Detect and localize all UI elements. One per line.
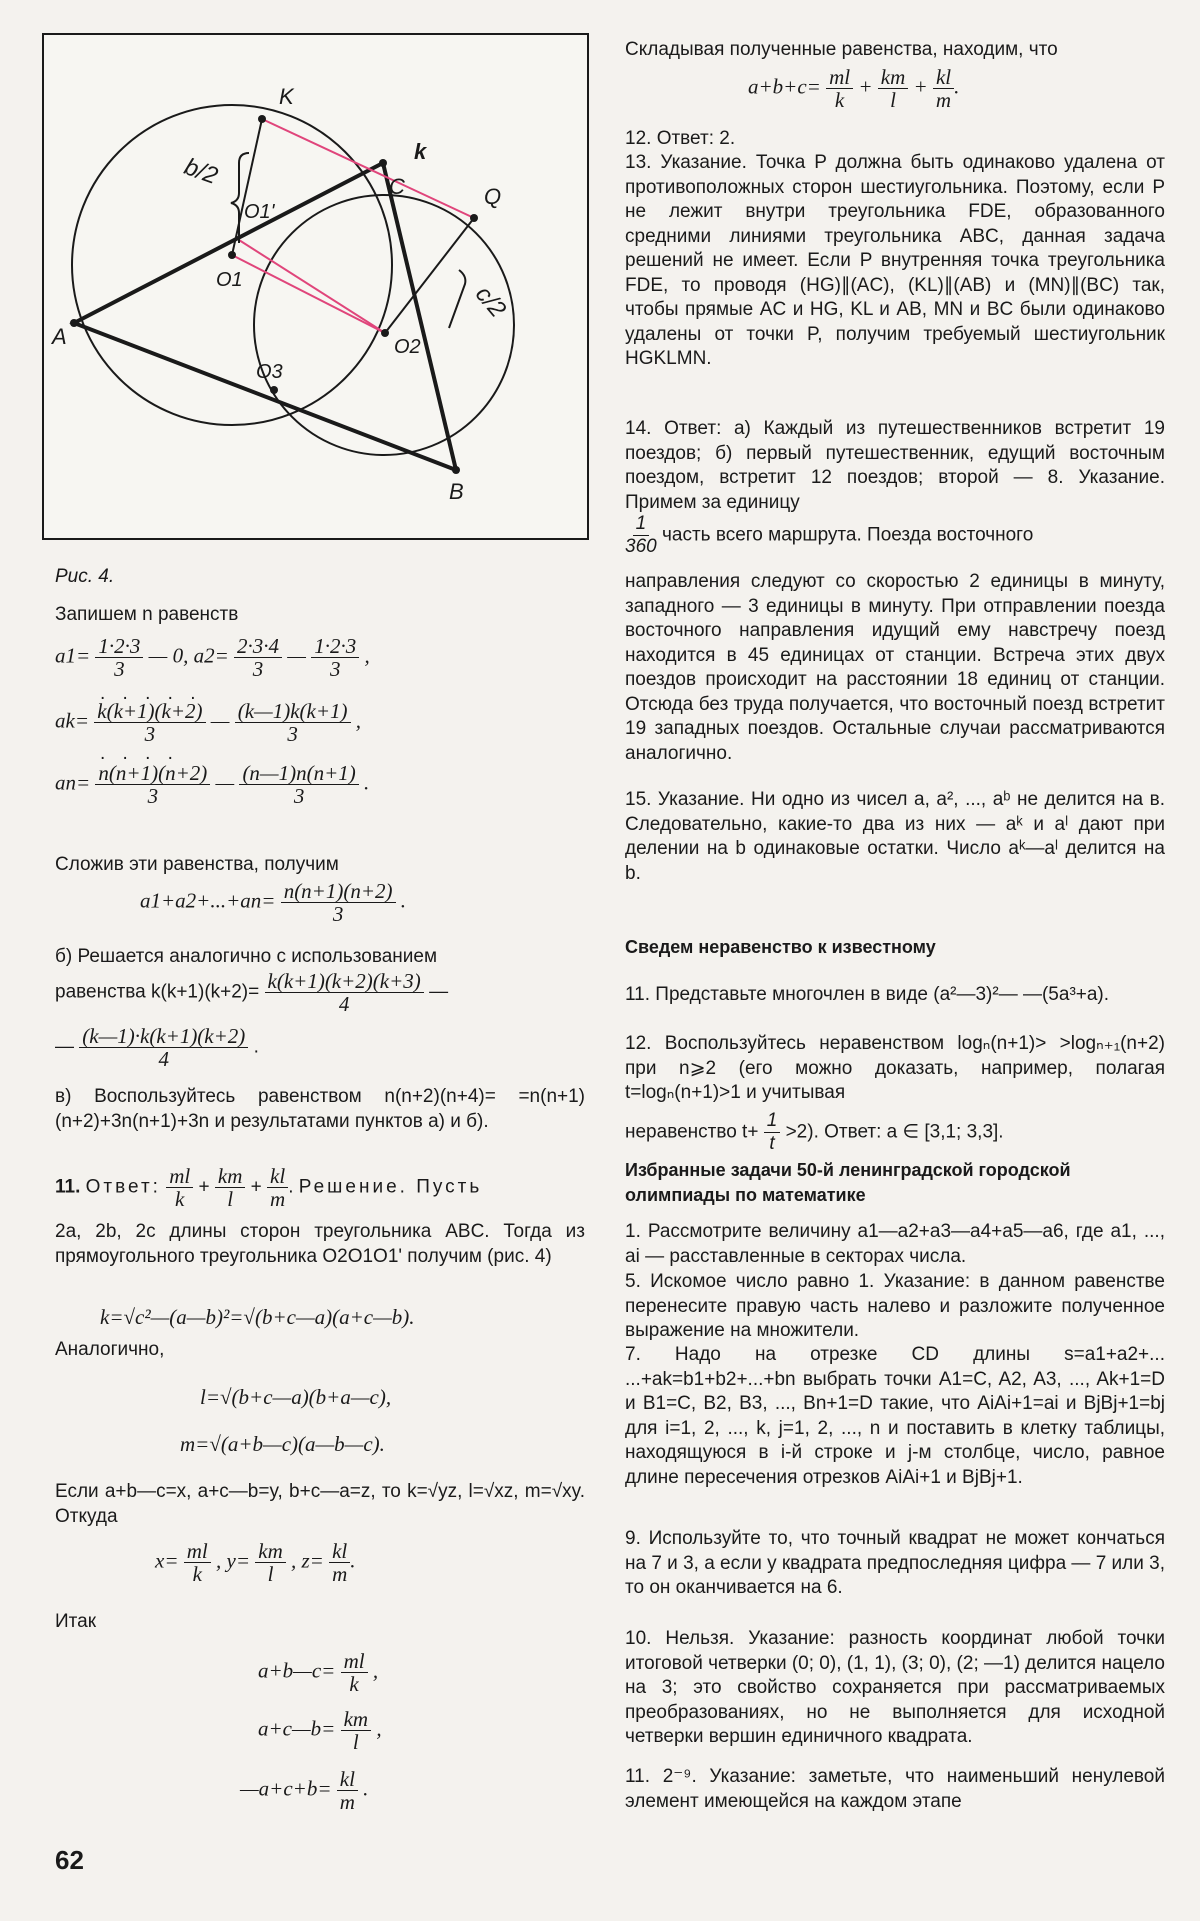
right-r10: 1. Рассмотрите величину a1—a2+a3—a4+a5—a6, где a1, ..., ai — расставленные в секторах числа. <box>625 1221 1165 1267</box>
left-p8: 2a, 2b, 2c длины сторон треугольника ABC. Тогда из прямоугольного треугольника O2O1O1' получим (рис. 4) <box>55 1221 585 1267</box>
left-p10: Если a+b—c=x, a+c—b=y, b+c—a=z, то k=√yz, l=√xz, m=√xy. Откуда <box>55 1481 585 1527</box>
eq-l: l=√(b+c—a)(b+a—c), <box>200 1385 392 1409</box>
label-k-side: k <box>414 139 427 164</box>
right-r3: 13. Указание. Точка P должна быть одинаково удалена от противоположных сторон шестиугольника. Поэтому, если P не лежит внутри треугольника FDE, образованного средними линиями треугольника ABC, данная задача решений не имеет. Если P внутренняя точка треугольника FDE, то проводя (HG)∥(AC), (KL)∥(AB) и (MN)∥(BC) так, чтобы прямые AC и HG, KL и AB, MN и BC были одинаково удалены от точки P, получим требуемый шестиугольник HGKLMN. <box>625 152 1165 369</box>
right-r2: 12. Ответ: 2. <box>625 128 736 149</box>
figure-caption: Рис. 4. <box>55 566 115 587</box>
label-b2: b/2 <box>180 153 222 190</box>
left-p3: б) Решается аналогично с использованием <box>55 946 438 967</box>
eq-sum: a1+a2+...+an= $\frac{n(n+1)(n+2)}{3}$ . <box>140 879 407 926</box>
right-r11: 5. Искомое число равно 1. Указание: в данном равенстве перенесите правую часть налево и разложите полученное выражение на множители. <box>625 1271 1165 1341</box>
label-a: A <box>52 324 67 349</box>
circle-o2 <box>254 195 514 455</box>
section-heading-2: Избранные задачи 50-й ленинградской городской олимпиады по математике <box>625 1160 1071 1205</box>
right-r12: 7. Надо на отрезке CD длины s=a1+a2+... ...+ak=b1+b2+...+bn выбрать точки A1=C, A2, A3, ..., Ak+1=D и B1=C, B2, B3, ..., Bn+1=D такие, что AiAi+1=ai и BjBj+1=bj для i=1, 2, ..., k, j=1, 2, ..., n и поставить в клетку таблицы, находящуюся в i-й строке и j-м столбце, число, равное длине пересечения отрезков AiAi+1 и BjBj+1. <box>625 1344 1165 1488</box>
left-p6: в) Воспользуйтесь равенством n(n+2)(n+4)= =n(n+1)(n+2)+3n(n+1)+3n и результатами пунктов а) и б). <box>55 1086 585 1132</box>
label-c: C <box>389 174 405 199</box>
tangent-kq <box>262 119 474 218</box>
label-k: K <box>279 84 294 109</box>
dots-1: . . . . . <box>100 683 202 704</box>
eq-a1: a1= $\frac{1\cdot 2\cdot 3}{3}$ — 0, a2= $\frac{2\cdot 3\cdot 4}{3}$ — $\frac{1\cdot 2\cdot 3}{3}$ , <box>55 634 370 681</box>
left-p4: равенства k(k+1)(k+2)= $\frac{k(k+1)(k+2)(k+3)}{4}$ — <box>55 969 449 1016</box>
eq-e1: a+b—c= $\frac{ml}{k}$ , <box>258 1649 379 1696</box>
eq-e2: a+c—b= $\frac{km}{l}$ , <box>258 1707 382 1754</box>
section-heading-1: Сведем неравенство к известному <box>625 937 936 957</box>
left-p1: Запишем n равенств <box>55 604 239 625</box>
eq-abc-sum: a+b+c= $\frac{ml}{k}$ + $\frac{km}{l}$ + $\frac{kl}{m}$ . <box>748 65 960 112</box>
right-r5: направления следуют со скоростью 2 единицы в минуту, западного — 3 единицы в минуту. При отправлении поезда восточного направления идущий ему навстречу поезд находится в 45 единицах от станции. Встреча этих двух поездов происходит на расстоянии 18 единиц от станции. Отсюда без труда получается, что восточный поезд встретит 19 западных поездов. Остальные случаи рассматриваются аналогично. <box>625 571 1165 764</box>
eq-an: an= $\frac{n(n+1)(n+2)}{3}$ — $\frac{(n—1)n(n+1)}{3}$ . <box>55 761 370 808</box>
eq-ak: ak= $\frac{k(k+1)(k+2)}{3}$ — $\frac{(k—1)k(k+1)}{3}$ , <box>55 699 361 746</box>
page-number: 62 <box>55 1845 84 1875</box>
label-o2: O2 <box>394 336 421 358</box>
label-o1: O1 <box>216 269 243 291</box>
right-r9: неравенство t+ $\frac{1}{t}$ >2). Ответ: a ∈ [3,1; 3,3]. <box>625 1110 1004 1154</box>
eq-e3: —a+c+b= $\frac{kl}{m}$ . <box>240 1767 369 1814</box>
right-r1: Складывая полученные равенства, находим, что <box>625 39 1058 60</box>
label-o3: O3 <box>256 361 283 383</box>
right-r8: 12. Воспользуйтесь неравенством logₙ(n+1)> >logₙ₊₁(n+2) при n⩾2 (его можно доказать, например, полагая t=logₙ(n+1)>1 и учитывая <box>625 1033 1165 1103</box>
right-r4: 14. Ответ: а) Каждый из путешественников встретит 19 поездов; б) первый путешественник, едущий восточным поездом, встретит 12 поездов; второй — 8. Указание. Примем за единицу <box>625 418 1165 513</box>
figure-4 <box>42 33 589 540</box>
right-r14: 10. Нельзя. Указание: разность координат любой точки итоговой четверки (0; 0), (1, 1), (3; 0), (2; —1) делится нацело на 3; это свойство сохраняется при рассматриваемых преобразованиях, но не выполняется для исходной четверки вершин единичного квадрата. <box>625 1628 1165 1747</box>
left-p11: Итак <box>55 1611 97 1632</box>
right-r13: 9. Используйте то, что точный квадрат не может кончаться на 7 и 3, а если у квадрата предпоследняя цифра — 7 или 3, то он оканчивается на 6. <box>625 1528 1165 1598</box>
segment-o1p-o2 <box>239 240 385 333</box>
eq-m: m=√(a+b—c)(a—b—c). <box>180 1432 385 1456</box>
right-r15: 11. 2⁻⁹. Указание: заметьте, что наименьший ненулевой элемент имеющейся на каждом этапе <box>625 1766 1165 1812</box>
circle-o1 <box>72 105 392 425</box>
left-p9: Аналогично, <box>55 1339 165 1360</box>
label-q: Q <box>484 184 502 209</box>
left-p2: Сложив эти равенства, получим <box>55 854 339 875</box>
eq-k: k=√c²—(a—b)²=√(b+c—a)(a+c—b). <box>100 1305 415 1329</box>
label-b: B <box>449 479 464 504</box>
eq-xyz: x= $\frac{ml}{k}$ , y= $\frac{km}{l}$ , z= $\frac{kl}{m}$ . <box>155 1539 356 1586</box>
right-r7: 11. Представьте многочлен в виде (a²—3)²— —(5a³+a). <box>625 984 1110 1005</box>
right-r4-frac: $\frac{1}{360}$ часть всего маршрута. Поезда восточного <box>625 513 1034 557</box>
geometry-diagram <box>44 35 587 538</box>
label-c2: c/2 <box>469 280 512 323</box>
label-o1-prime: O1' <box>244 201 275 223</box>
right-r6: 15. Указание. Ни одно из чисел a, a², ..., aᵇ не делится на в. Следовательно, какие-то два из них — aᵏ и aˡ дают при делении на b одинаковые остатки. Число aᵏ—aˡ делится на b. <box>625 789 1165 884</box>
left-p7: 11. Ответ: $\frac{ml}{k}$ + $\frac{km}{l}$ + $\frac{kl}{m}$ . Решение. Пусть <box>55 1164 483 1211</box>
left-p5: — $\frac{(k—1)\cdot k(k+1)(k+2)}{4}$ . <box>55 1024 259 1071</box>
dots-2: . . . . <box>100 743 179 764</box>
